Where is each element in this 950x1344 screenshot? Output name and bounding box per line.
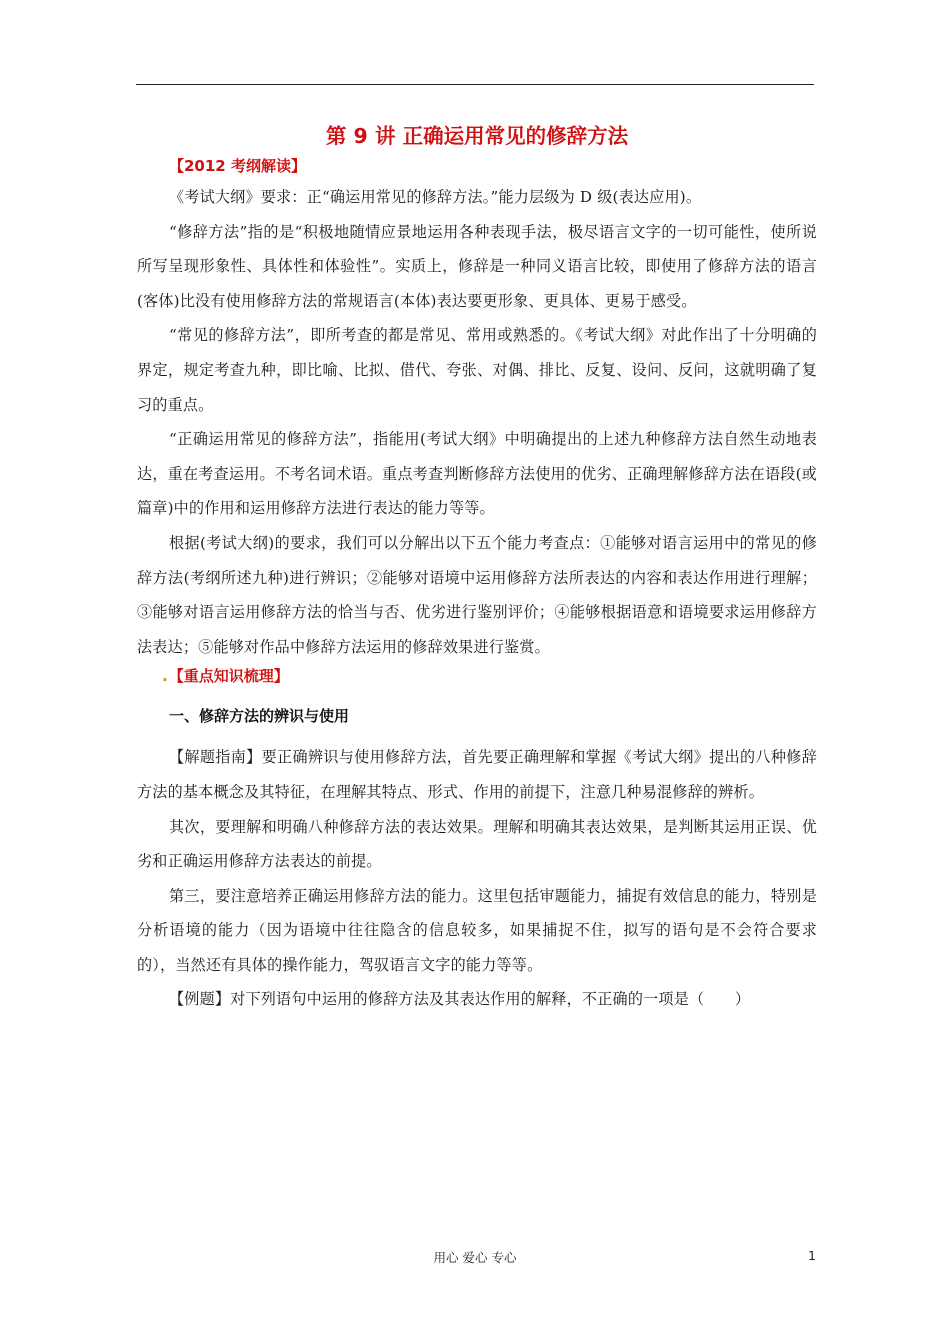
- header-rule: [136, 84, 814, 85]
- paragraph: “常见的修辞方法”，即所考查的都是常见、常用或熟悉的。《考试大纲》对此作出了十分明确的界定，规定考查九种，即比喻、比拟、借代、夸张、对偶、排比、反复、设问、反问，这就明确了复习的重点。: [137, 326, 817, 414]
- paragraph: 其次，要理解和明确八种修辞方法的表达效果。理解和明确其表达效果，是判断其运用正误、优劣和正确运用修辞方法表达的前提。: [137, 817, 817, 871]
- paragraph: 根据(考试大纲)的要求，我们可以分解出以下五个能力考查点：①能够对语言运用中的常见的修辞方法(考纲所述九种)进行辨识；②能够对语境中运用修辞方法所表达的内容和表达作用进行理解；③能够对语言运用修辞方法的恰当与否、优劣进行鉴别评价；④能够根据语意和语境要求运用修辞方法表达；⑤能够对作品中修辞方法运用的修辞效果进行鉴赏。: [137, 533, 817, 656]
- paragraph: “正确运用常见的修辞方法”，指能用(考试大纲》中明确提出的上述九种修辞方法自然生动地表达，重在考查运用。不考名词术语。重点考查判断修辞方法使用的优劣、正确理解修辞方法在语段(或篇章)中的作用和运用修辞方法进行表达的能力等等。: [137, 430, 817, 518]
- paragraph: 【例题】对下列语句中运用的修辞方法及其表达作用的解释，不正确的一项是（ ）: [169, 990, 751, 1009]
- paragraph: 第三，要注意培养正确运用修辞方法的能力。这里包括审题能力，捕捉有效信息的能力，特别是分析语境的能力（因为语境中往往隐含的信息较多，如果捕捉不住，拟写的语句是不会符合要求的），当然还有具体的操作能力，驾驭语言文字的能力等等。: [137, 886, 817, 974]
- section-heading-knowledge-label: 【重点知识梳理】: [168, 667, 289, 686]
- document-title: 第 9 讲 正确运用常见的修辞方法: [325, 124, 629, 148]
- footer-slogan: 用心 爱心 专心: [433, 1250, 517, 1265]
- subheading-identification: 一、修辞方法的辨识与使用: [169, 707, 350, 726]
- paragraph: 【解题指南】要正确辨识与使用修辞方法，首先要正确理解和掌握《考试大纲》提出的八种修辞方法的基本概念及其特征，在理解其特点、形式、作用的前提下，注意几种易混修辞的辨析。: [137, 748, 817, 801]
- paragraph: 《考试大纲》要求：正“确运用常见的修辞方法。”能力层级为 D 级(表达应用)。: [169, 188, 702, 206]
- page-number: 1: [808, 1248, 816, 1263]
- document-body: [137, 120, 817, 1017]
- paragraph: “修辞方法”指的是“积极地随情应景地运用各种表现手法，极尽语言文字的一切可能性，使所说所写呈现形象性、具体性和体验性”。实质上，修辞是一种同义语言比较，即使用了修辞方法的语言(客体)比没有使用修辞方法的常规语言(本体)表达要更形象、更具体、更易于感受。: [137, 222, 817, 310]
- section-heading-outline: 【2012 考纲解读】: [169, 157, 306, 175]
- heading-dot-mark: .: [162, 667, 168, 686]
- section-heading-knowledge: [137, 664, 817, 688]
